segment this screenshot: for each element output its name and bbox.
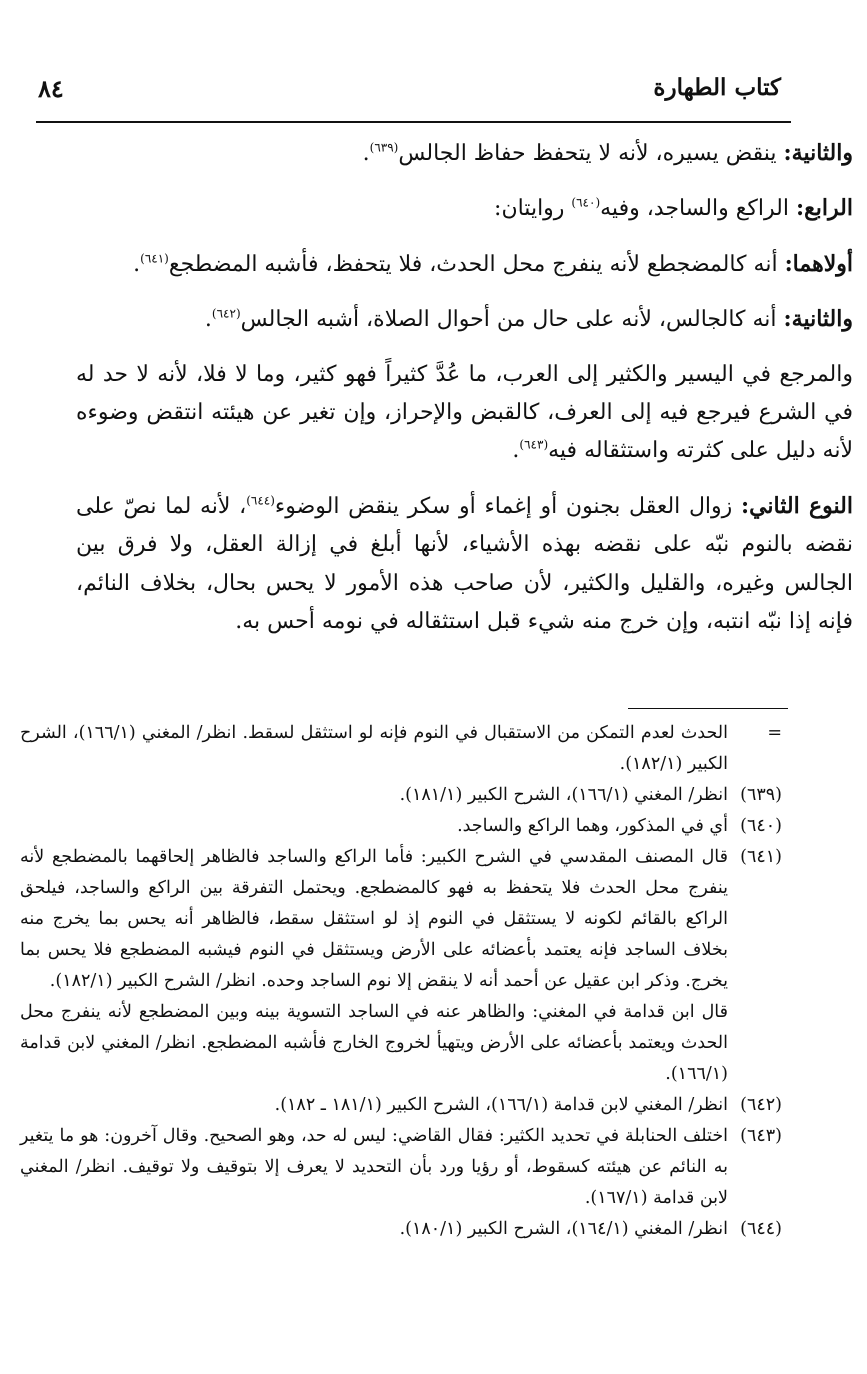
footnote-ref: (٦٤٠) [571, 196, 601, 211]
footnote-text: قال ابن قدامة في المغني: والظاهر عنه في الساجد التسوية بينه وبين المضطجع لأنه ينفرج محل الحدث ويعتمد بأعضائه على الأرض ويتهيأ لخروج الخارج فأشبه المضطجع. انظر/ المغني لابن قدامة (١٦٦/١). [20, 1002, 728, 1084]
footnote-text: انظر/ المغني (١٦٤/١)، الشرح الكبير (١٨٠/١). [399, 1219, 728, 1239]
footnote-text: انظر/ المغني (١٦٦/١)، الشرح الكبير (١٨١/١). [399, 785, 728, 805]
paragraph: الرابع: الراكع والساجد، وفيه$^{(٦٤٠)}$ روايتان: [494, 195, 853, 222]
footnote [20, 718, 782, 780]
page-number: ٨٤ [38, 74, 64, 103]
paragraph: والثانية: أنه كالجالس، لأنه على حال من أحوال الصلاة، أشبه الجالس$^{(٦٤٢)}$. [204, 306, 853, 333]
footnote [20, 780, 782, 811]
footnote-ref: (٦٤٢) [211, 306, 241, 321]
paragraph-lead: النوع الثاني: [740, 492, 853, 519]
chapter-title: كتاب الطهارة [653, 74, 781, 101]
footnote-number: (٦٣٩) [740, 785, 782, 805]
footnote-rule [628, 708, 788, 709]
footnote-number: (٦٤٤) [740, 1219, 782, 1239]
paragraph: أولاهما: أنه كالمضجطع لأنه ينفرج محل الحدث، فلا يتحفظ، فأشبه المضطجع$^{(٦٤١)}$. [133, 250, 853, 277]
main-text [76, 134, 853, 641]
page-header [38, 70, 781, 110]
footnote [20, 1121, 782, 1214]
footnote [20, 1090, 782, 1121]
footnote [20, 1214, 782, 1245]
footnote [20, 842, 782, 997]
header-rule [36, 121, 791, 123]
footnote-number: (٦٤١) [740, 847, 782, 867]
footnote-text: اختلف الحنابلة في تحديد الكثير: فقال القاضي: ليس له حد، وهو الصحيح. وقال آخرون: هو ما يتغير به النائم عن هيئته كسقوط، أو رؤيا ورد بأن التحديد لا يعرف إلا بتوقيف ولا توقيف. انظر/ المغني لابن قدامة (١٦٧/١). [20, 1126, 728, 1208]
paragraph-lead: أولاهما: [784, 250, 853, 277]
paragraph-lead: الرابع: [795, 195, 853, 222]
footnote-text: أي في المذكور، وهما الراكع والساجد. [457, 816, 728, 836]
footnote-text: قال المصنف المقدسي في الشرح الكبير: فأما الراكع والساجد فالظاهر إلحاقهما بالمضطجع لأنه ينفرج محل الحدث فلا يتحفظ به فهو كالمضطجع. ويحتمل التفرقة بين الراكع والساجد، فيلحق الراكع بالقائم لكونه لا يستثقل في النوم إذ لو استثقل سقط، فالظاهر أنه يحس بما يخرج منه بخلاف الساجد فإنه يعتمد بأعضائه على الأرض ويستثقل في النوم فيشبه المضطجع فلا يحس بما يخرج. وذكر ابن عقيل عن أحمد أنه لا ينقض إلا نوم الساجد وحده. انظر/ الشرح الكبير (١٨٢/١). [20, 847, 728, 991]
footnotes [20, 718, 782, 1245]
footnote-number: = [767, 723, 782, 743]
footnote-ref: (٦٤٣) [519, 438, 549, 453]
footnote-ref: (٦٤١) [140, 251, 169, 266]
footnote-number: (٦٤٢) [740, 1095, 782, 1115]
footnote-number [728, 997, 782, 1090]
paragraph: والمرجع في اليسير والكثير إلى العرب، ما عُدَّ كثيراً فهو كثير، وما لا فلا، لأنه لا حد له في الشرع فيرجع فيه إلى العرف، كالقبض والإحراز، وإن تغير عن هيئته انتقض وضوءه لأنه دليل على كثرته واستثقاله فيه$^{(٦٤٣)}$. [76, 361, 853, 464]
footnote [20, 811, 782, 842]
footnote-ref: (٦٣٩) [369, 140, 399, 155]
footnote [20, 997, 782, 1090]
footnote-number: (٦٤٠) [740, 816, 782, 836]
paragraph-lead: والثانية: [783, 140, 853, 166]
footnote-ref: (٦٤٤) [246, 493, 275, 508]
footnote-text: انظر/ المغني لابن قدامة (١٦٦/١)، الشرح الكبير (١٨١/١ ـ ١٨٢). [274, 1095, 728, 1115]
footnote-text: الحدث لعدم التمكن من الاستقبال في النوم فإنه لو استثقل لسقط. انظر/ المغني (١٦٦/١)، الشرح الكبير (١٨٢/١). [20, 723, 728, 774]
paragraph: النوع الثاني: زوال العقل بجنون أو إغماء أو سكر ينقض الوضوء$^{(٦٤٤)}$، لأنه لما نصّ على نقضه بالنوم نبّه على نقضه بهذه الأشياء، لأنها أبلغ في إزالة العقل، ولا فرق بين الجالس وغيره، والقليل والكثير، لأن صاحب هذه الأمور لا يحس بحال، بخلاف النائم، فإنه إذا نبّه انتبه، وإن خرج منه شيء قبل استثقاله في نومه أحس به. [76, 492, 853, 635]
paragraph: والثانية: ينقض يسيره، لأنه لا يتحفظ حفاظ الجالس$^{(٦٣٩)}$. [362, 140, 853, 166]
footnote-number: (٦٤٣) [740, 1126, 782, 1146]
paragraph-lead: والثانية: [783, 306, 853, 333]
